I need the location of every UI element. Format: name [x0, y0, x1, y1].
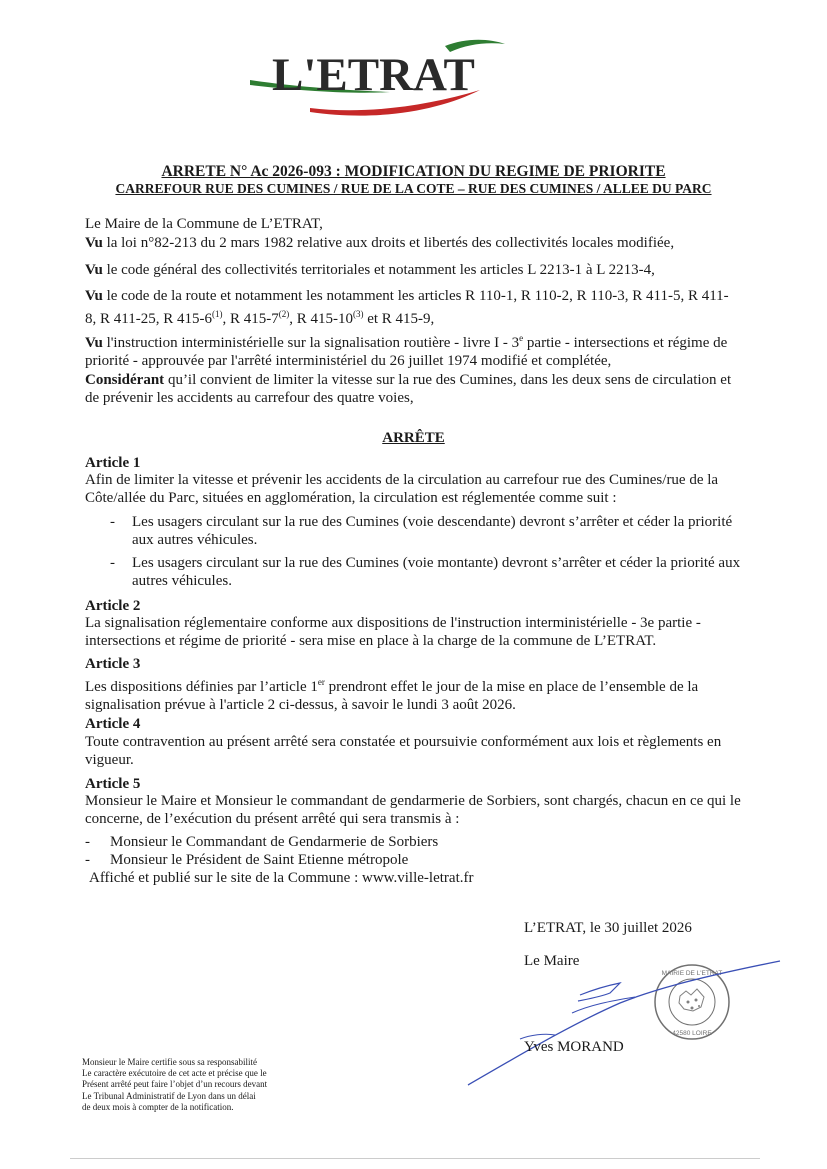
arrete-heading: ARRÊTE: [382, 430, 445, 446]
publication-note: Affiché et publié sur le site de la Commune : www.ville-letrat.fr: [89, 870, 474, 886]
article-4-title: Article 4: [85, 716, 141, 732]
bullet-dash: -: [110, 555, 115, 571]
article-5-title: Article 5: [85, 776, 141, 792]
handwritten-signature: [460, 955, 800, 1095]
footnote-line: Le caractère exécutoire de cet acte et précise que le: [82, 1068, 267, 1079]
bullet-dash: -: [85, 852, 90, 868]
svg-text:42580 LOIRE: 42580 LOIRE: [672, 1030, 712, 1037]
preamble-vu-2: Vu le code général des collectivités territoriales et notamment les articles L 2213-1 à L 2213-4,: [85, 262, 655, 278]
bullet-dash: -: [85, 834, 90, 850]
article-3-text: Les dispositions définies par l’article 1er prendront effet le jour de la mise en place de l’ensemble de la signalisation prévue à l'article 2 ci-dessus, à savoir le lundi 3 août 2026.: [85, 677, 699, 713]
logo: [250, 30, 505, 120]
signature-name: Yves MORAND: [524, 1039, 624, 1055]
document-title: ARRETE N° Ac 2026-093 : MODIFICATION DU REGIME DE PRIORITE: [161, 163, 666, 180]
article-1-title: Article 1: [85, 455, 141, 471]
article-2-title: Article 2: [85, 598, 141, 614]
signature-place-date: L’ETRAT, le 30 juillet 2026: [524, 920, 692, 936]
article-5-text: Monsieur le Maire et Monsieur le commandant de gendarmerie de Sorbiers, sont chargés, chacun en ce qui le concerne, de l’exécution du présent arrêté qui sera transmis à :: [85, 793, 741, 827]
footnote-line: Présent arrêté peut faire l’objet d’un recours devant: [82, 1079, 268, 1090]
footnote-line: Le Tribunal Administratif de Lyon dans un délai: [82, 1090, 256, 1101]
article-3-title: Article 3: [85, 656, 141, 672]
preamble-intro: Le Maire de la Commune de L’ETRAT,: [85, 216, 323, 232]
svg-text:MAIRIE DE L'ETRAT: MAIRIE DE L'ETRAT: [661, 970, 723, 977]
legal-footnote: [82, 1057, 322, 1113]
document-subtitle: CARREFOUR RUE DES CUMINES / RUE DE LA COTE – RUE DES CUMINES / ALLEE DU PARC: [115, 181, 712, 196]
preamble-vu-1: Vu la loi n°82-213 du 2 mars 1982 relative aux droits et libertés des collectivités locales modifiée,: [85, 235, 675, 251]
recipient-1: Monsieur le Commandant de Gendarmerie de Sorbiers: [110, 834, 439, 850]
preamble-vu-3: Vu le code de la route et notamment les notamment les articles R 110-1, R 110-2, R 110-3, R 411-5, R 411- 8, R 411-25, R 415-6$^{(1)}$, R 415-7$^{(2)}$, R 415-10$^{(3)}$ et R 415-9,: [85, 288, 729, 327]
footnote-line: Monsieur le Maire certifie sous sa responsabilité: [82, 1057, 257, 1067]
article-4-text: Toute contravention au présent arrêté sera constatée et poursuivie conformément aux lois et règlements en vigueur.: [85, 734, 722, 768]
bullet-dash: -: [110, 514, 115, 530]
article-1-text: Afin de limiter la vitesse et prévenir les accidents de la circulation au carrefour rue des Cumines/rue de la Côte/allée du Parc, situées en agglomération, la circulation est réglementée comme suit :: [85, 472, 719, 506]
signature-role: Le Maire: [524, 953, 580, 969]
recipient-2: Monsieur le Président de Saint Etienne métropole: [110, 852, 409, 868]
logo-text: L'ETRAT: [272, 49, 475, 101]
preamble-considerant: Considérant qu’il convient de limiter la vitesse sur la rue des Cumines, dans les deux sens de circulation et de prévenir les accidents au carrefour des quatre voies,: [85, 372, 732, 406]
preamble-vu-4: Vu l'instruction interministérielle sur la signalisation routière - livre I - 3e partie - intersections et régime de priorité - approuvée par l'arrêté interministériel du 26 juillet 1974 modifié et complétée,: [85, 333, 728, 369]
article-2-text: La signalisation réglementaire conforme aux dispositions de l'instruction interministérielle - 3e partie - intersections et régime de priorité - sera mise en place à la charge de la commune de L’ETRAT.: [85, 615, 701, 649]
page-bottom-divider: [70, 1158, 760, 1159]
article-1-bullet-1: Les usagers circulant sur la rue des Cumines (voie descendante) devront s’arrêter et céder la priorité aux autres véhicules.: [132, 514, 733, 548]
footnote-line: de deux mois à compter de la notification.: [82, 1101, 234, 1112]
article-1-bullet-2: Les usagers circulant sur la rue des Cumines (voie montante) devront s’arrêter et céder la priorité aux autres véhicules.: [132, 555, 741, 589]
